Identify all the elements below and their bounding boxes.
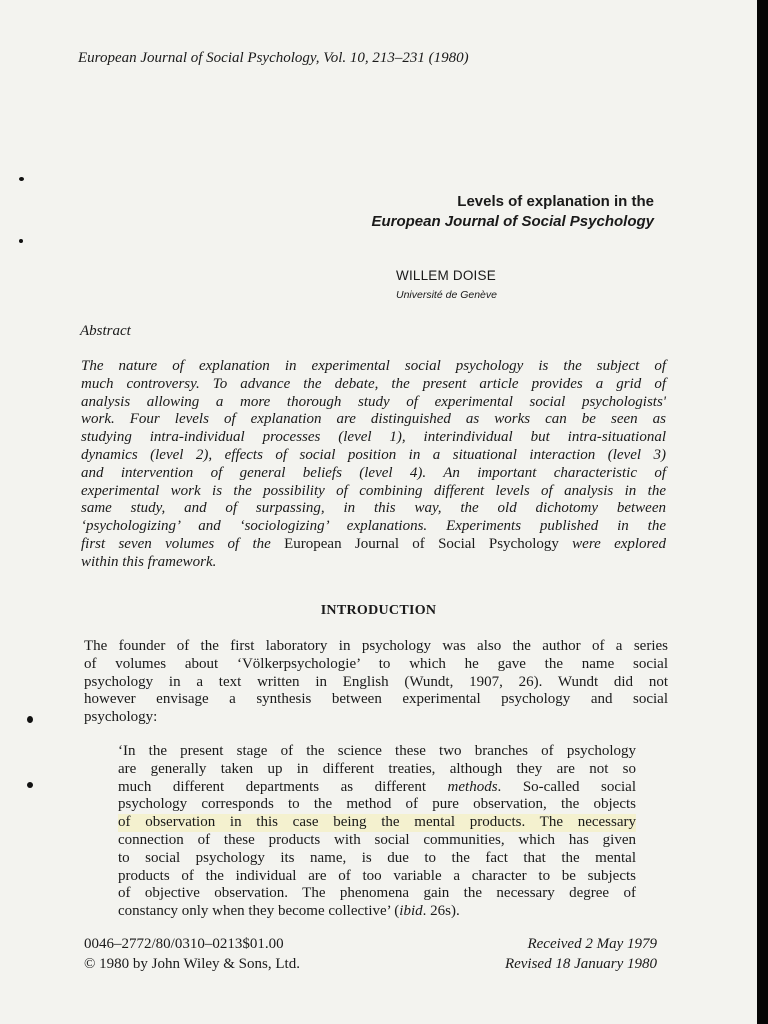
title-line-2: European Journal of Social Psychology <box>371 213 654 230</box>
abstract-line: studying intra-individual processes (level 1), interindividual but intra-situational <box>81 429 666 446</box>
quote-line-3-post: . So-called social <box>497 778 637 795</box>
intro-line: psychology: <box>84 709 158 726</box>
quote-line-highlighted: of observation in this case being the mental products. The necessary <box>118 814 636 831</box>
abstract-line: ‘psychologizing’ and ‘sociologizing’ explanations. Experiments published in the <box>81 518 666 535</box>
abstract-line-journal-pre: first seven volumes of the <box>81 535 285 552</box>
introduction-heading: INTRODUCTION <box>320 603 437 618</box>
quote-line: products of the individual are of too variable a character to be subjects <box>118 867 636 884</box>
quote-line-10-pre: constancy only when they become collective’ ( <box>118 903 400 920</box>
quote-line: to social psychology its name, is due to the fact that the mental <box>118 849 636 866</box>
abstract-line: much controversy. To advance the debate, the present article provides a grid of <box>81 375 666 392</box>
quote-line-10-post: . 26s). <box>422 903 460 920</box>
block-quote <box>118 743 636 921</box>
copyright-notice: © 1980 by John Wiley & Sons, Ltd. <box>84 956 300 972</box>
journal-reference: European Journal of Social Psychology, Vol. 10, 213–231 (1980) <box>78 50 469 66</box>
scan-speck <box>19 239 23 243</box>
quote-line: are generally taken up in different treaties, although they are not so <box>118 760 636 777</box>
abstract-line: work. Four levels of explanation are distinguished as works can be seen as <box>81 411 666 428</box>
abstract-line: dynamics (level 2), effects of social position in a situational interaction (level 3) <box>81 446 666 463</box>
article-code: 0046–2772/80/0310–0213$01.00 <box>84 936 284 952</box>
received-date: Received 2 May 1979 <box>527 936 657 952</box>
introduction-paragraph <box>84 638 668 727</box>
abstract-line: within this framework. <box>81 553 217 570</box>
abstract-body <box>81 358 666 572</box>
intro-line: The founder of the first laboratory in psychology was also the author of a series <box>84 638 668 654</box>
scan-speck <box>27 782 33 788</box>
intro-line: of volumes about ‘Völkerpsychologie’ to which he gave the name social <box>84 655 668 672</box>
quote-ibid: ibid <box>399 903 423 920</box>
author-affiliation: Université de Genève <box>396 289 497 301</box>
intro-line: however envisage a synthesis between experimental psychology and social <box>84 691 668 708</box>
article-title <box>371 192 654 232</box>
quote-line: of objective observation. The phenomena gain the necessary degree of <box>118 885 636 902</box>
intro-line: psychology in a text written in English (Wundt, 1907, 26). Wundt did not <box>84 673 668 690</box>
abstract-journal-name: European Journal of Social Psychology <box>284 535 559 552</box>
abstract-line: and intervention of general beliefs (level 4). An important characteristic of <box>81 464 666 481</box>
abstract-line-journal-post: were explored <box>558 535 666 552</box>
abstract-line: same study, and of surpassing, in this way, the old dichotomy between <box>81 500 666 517</box>
quote-emphasis-methods: methods <box>447 778 498 795</box>
abstract-heading: Abstract <box>80 323 131 339</box>
quote-line: connection of these products with social communities, which has given <box>118 831 636 848</box>
quote-line: ‘In the present stage of the science these two branches of psychology <box>118 743 636 759</box>
scan-speck <box>27 716 33 723</box>
quote-line <box>118 903 636 921</box>
revised-date: Revised 18 January 1980 <box>504 956 657 972</box>
quote-line-3-pre: much different departments as different <box>118 778 448 795</box>
abstract-line: analysis allowing a more thorough study of experimental social psychologists' <box>81 393 666 410</box>
scan-speck <box>19 177 24 181</box>
quote-line <box>118 779 636 797</box>
abstract-line-journal <box>81 536 666 554</box>
author-name: WILLEM DOISE <box>396 268 496 283</box>
abstract-line: The nature of explanation in experimental social psychology is the subject of <box>81 358 666 374</box>
title-line-1: Levels of explanation in the <box>457 193 654 210</box>
abstract-line: experimental work is the possibility of combining different levels of analysis in the <box>81 482 666 499</box>
quote-line: psychology corresponds to the method of pure observation, the objects <box>118 796 636 813</box>
